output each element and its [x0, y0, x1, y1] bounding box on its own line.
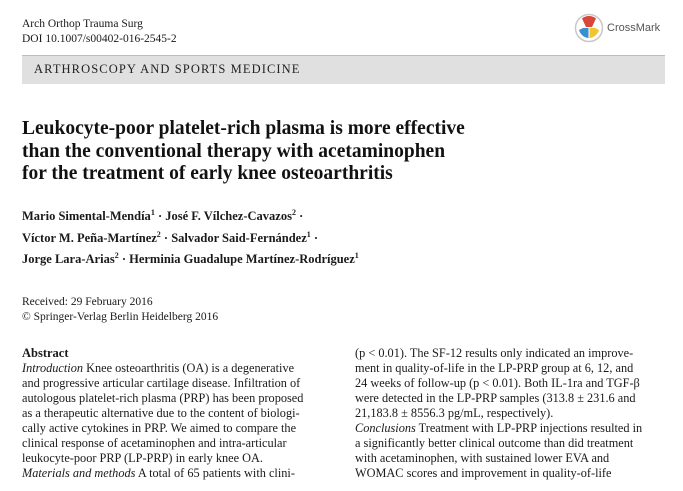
- author-line: [22, 226, 359, 248]
- author-separator: ·: [163, 230, 169, 245]
- abstract-line: a significantly better clinical outcome than did treatment: [355, 436, 634, 450]
- abstract-line: ment in quality-of-life in the LP-PRP group at 6, 12, and: [355, 361, 634, 375]
- article-title: [22, 118, 652, 186]
- crossmark-label: CrossMark: [607, 22, 661, 34]
- author-name[interactable]: Herminia Guadalupe Martínez-Rodríguez: [129, 252, 355, 267]
- title-line: than the conventional therapy with acetaminophen: [22, 140, 446, 162]
- abstract-right-column: [355, 346, 667, 481]
- publication-dates: [22, 295, 218, 324]
- affiliation-sup: 2: [291, 208, 296, 217]
- affiliation-sup: 1: [306, 229, 311, 239]
- author-name[interactable]: Mario Simental-Mendía: [22, 209, 151, 224]
- received-date: Received: 29 February 2016: [22, 296, 153, 308]
- crossmark-icon: [574, 13, 604, 43]
- abstract-heading: Abstract: [22, 346, 69, 360]
- author-separator: ·: [299, 209, 304, 224]
- abstract-text: Treatment with LP-PRP injections resulted in: [418, 421, 643, 435]
- abstract-text: A total of 65 patients with clini-: [137, 466, 295, 480]
- section-banner: [22, 55, 665, 84]
- abstract-line: were detected in the LP-PRP samples (313.8 ± 231.6 and: [355, 391, 636, 405]
- abstract-left-column: [22, 346, 342, 481]
- author-name[interactable]: Salvador Said-Fernández: [171, 230, 307, 245]
- journal-name: Arch Orthop Trauma Surg: [22, 18, 143, 30]
- author-list: [22, 204, 359, 269]
- intro-label: Introduction: [22, 361, 84, 375]
- abstract-line: 21,183.8 ± 8556.3 pg/mL, respectively).: [355, 406, 554, 420]
- copyright-notice: © Springer-Verlag Berlin Heidelberg 2016: [22, 310, 219, 323]
- abstract-line: [22, 466, 342, 481]
- abstract-line: WOMAC scores and improvement in quality-of-life: [355, 466, 612, 480]
- affiliation-sup: 2: [114, 251, 119, 261]
- author-separator: ·: [157, 209, 163, 224]
- journal-doi: DOI 10.1007/s00402-016-2545-2: [22, 33, 177, 45]
- abstract-line: with acetaminophen, with sustained lower EVA and: [355, 451, 610, 465]
- title-line: Leukocyte-poor platelet-rich plasma is more effective: [22, 118, 465, 139]
- conclusions-label: Conclusions: [355, 421, 416, 435]
- abstract-line: and progressive articular cartilage disease. Infiltration of: [22, 376, 301, 390]
- abstract-line: clinical response of acetaminophen and intra-articular: [22, 436, 287, 450]
- abstract-line: cally active cytokines in PRP. We aimed to compare the: [22, 421, 297, 435]
- abstract-line: [22, 361, 342, 376]
- affiliation-sup: 1: [150, 208, 155, 217]
- section-label: ARTHROSCOPY AND SPORTS MEDICINE: [34, 62, 301, 76]
- journal-info: [22, 17, 177, 47]
- author-name[interactable]: Jorge Lara-Arias: [22, 252, 115, 267]
- abstract-text: Knee osteoarthritis (OA) is a degenerative: [86, 361, 295, 375]
- crossmark-badge[interactable]: [574, 13, 660, 43]
- author-separator: ·: [313, 230, 319, 245]
- affiliation-sup: 2: [156, 229, 161, 239]
- author-separator: ·: [121, 252, 126, 267]
- author-line: [22, 204, 359, 226]
- author-name[interactable]: Víctor M. Peña-Martínez: [22, 230, 157, 245]
- author-line: [22, 247, 359, 269]
- abstract-line: 24 weeks of follow-up (p < 0.01). Both IL-1ra and TGF-β: [355, 376, 640, 390]
- abstract-line: (p < 0.01). The SF-12 results only indicated an improve-: [355, 346, 634, 360]
- abstract-line: as a therapeutic alternative due to the content of biologi-: [22, 406, 300, 420]
- author-name[interactable]: José F. Vílchez-Cavazos: [165, 209, 292, 224]
- methods-label: Materials and methods: [22, 466, 136, 480]
- affiliation-sup: 1: [354, 251, 359, 261]
- abstract-line: leukocyte-poor PRP (LP-PRP) in early knee OA.: [22, 451, 264, 465]
- title-line: for the treatment of early knee osteoarthritis: [22, 163, 393, 184]
- abstract-line: [355, 421, 667, 436]
- abstract-line: autologous platelet-rich plasma (PRP) has been proposed: [22, 391, 304, 405]
